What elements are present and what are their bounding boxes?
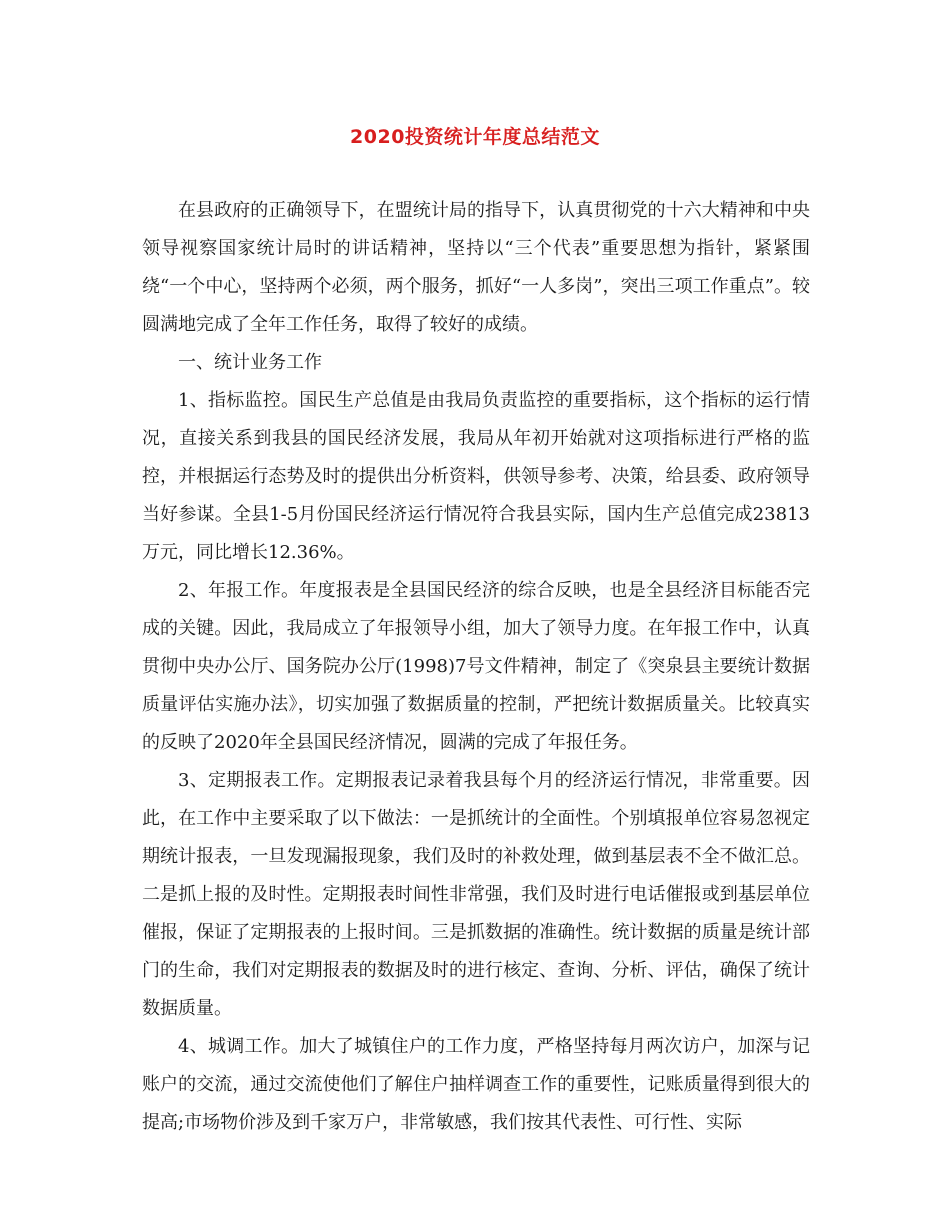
paragraph-urban-survey: 4、城调工作。加大了城镇住户的工作力度，严格坚持每月两次访户，加深与记账户的交流，通过交流使他们了解住户抽样调查工作的重要性，记账质量得到很大的提高;市场物价涉及到千家万户，非常敏感，我们按其代表性、可行性、实际	[142, 1036, 810, 1133]
paragraph-intro: 在县政府的正确领导下，在盟统计局的指导下，认真贯彻党的十六大精神和中央领导视察国家统计局时的讲话精神，坚持以“三个代表”重要思想为指针，紧紧围绕“一个中心，坚持两个必须，两个服务，抓好“一人多岗”，突出三项工作重点”。较圆满地完成了全年工作任务，取得了较好的成绩。	[142, 200, 810, 335]
section-heading: 一、统计业务工作	[178, 352, 322, 373]
paragraph-annual-report: 2、年报工作。年度报表是全县国民经济的综合反映，也是全县经济目标能否完成的关键。因此，我局成立了年报领导小组，加大了领导力度。在年报工作中，认真贯彻中央办公厅、国务院办公厅(1998)7号文件精神，制定了《突泉县主要统计数据质量评估实施办法》，切实加强了数据质量的控制，严把统计数据质量关。比较真实的反映了2020年全县国民经济情况，圆满的完成了年报任务。	[142, 580, 810, 753]
document-body	[142, 192, 810, 1142]
paragraph-periodic-report: 3、定期报表工作。定期报表记录着我县每个月的经济运行情况，非常重要。因此，在工作中主要采取了以下做法：一是抓统计的全面性。个别填报单位容易忽视定期统计报表，一旦发现漏报现象，我们及时的补救处理，做到基层表不全不做汇总。二是抓上报的及时性。定期报表时间性非常强，我们及时进行电话催报或到基层单位催报，保证了定期报表的上报时间。三是抓数据的准确性。统计数据的质量是统计部门的生命，我们对定期报表的数据及时的进行核定、查询、分析、评估，确保了统计数据质量。	[142, 770, 810, 1019]
document-title: 2020投资统计年度总结范文	[350, 126, 600, 148]
paragraph-indicator-monitoring: 1、指标监控。国民生产总值是由我局负责监控的重要指标，这个指标的运行情况，直接关系到我县的国民经济发展，我局从年初开始就对这项指标进行严格的监控，并根据运行态势及时的提供出分析资料，供领导参考、决策，给县委、政府领导当好参谋。全县1-5月份国民经济运行情况符合我县实际，国内生产总值完成23813万元，同比增长12.36%。	[142, 390, 810, 563]
